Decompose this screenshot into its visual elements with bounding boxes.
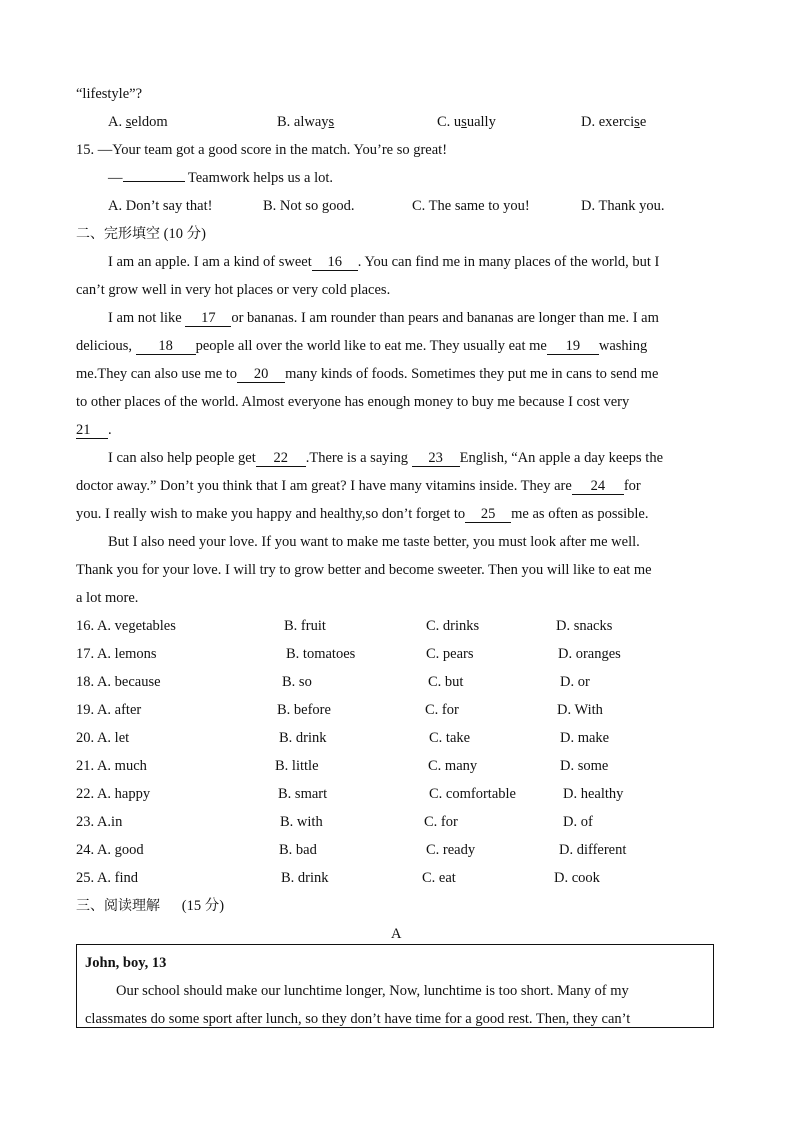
passage-line: a lot more. xyxy=(76,590,139,606)
q14-option-a: A. seldom xyxy=(108,114,168,130)
choice-b: B. so xyxy=(282,674,312,690)
reading-a-heading: John, boy, 13 xyxy=(85,955,167,971)
passage-line: I am not like 17 or bananas. I am rounder than pears and bananas are longer than me. I am xyxy=(108,310,659,326)
choice-a: 25. A. find xyxy=(76,870,139,886)
choice-c: C. comfortable xyxy=(429,786,516,802)
blank-24: 24 xyxy=(572,478,624,495)
choice-d: D. cook xyxy=(554,870,600,886)
reading-a-line: Our school should make our lunchtime longer, Now, lunchtime is too short. Many of my xyxy=(116,983,629,999)
passage-a-label: A xyxy=(391,926,402,942)
choice-d: D. or xyxy=(560,674,590,690)
blank-16: 16 xyxy=(312,254,358,271)
q15-option-c: C. The same to you! xyxy=(412,198,530,214)
blank-20: 20 xyxy=(237,366,285,383)
choice-d: D. With xyxy=(557,702,603,718)
choice-a: 24. A. good xyxy=(76,842,144,858)
blank-23: 23 xyxy=(412,450,460,467)
reading-a-line: classmates do some sport after lunch, so they don’t have time for a good rest. Then, they can’t xyxy=(85,1011,631,1027)
choice-d: D. make xyxy=(560,730,610,746)
blank-22: 22 xyxy=(256,450,306,467)
blank-18: 18 xyxy=(136,338,196,355)
choice-b: B. tomatoes xyxy=(286,646,356,662)
q14-stem-tail: “lifestyle”? xyxy=(76,86,143,102)
section-2-heading: 二、完形填空 (10 分) xyxy=(76,226,206,242)
choice-c: C. for xyxy=(424,814,458,830)
passage-line: doctor away.” Don’t you think that I am great? I have many vitamins inside. They are 24 for xyxy=(76,478,641,494)
choice-b: B. with xyxy=(280,814,323,830)
passage-line: I can also help people get 22 .There is a saying 23 English, “An apple a day keeps the xyxy=(108,450,664,466)
passage-line: can’t grow well in very hot places or very cold places. xyxy=(76,282,391,298)
choice-a: 21. A. much xyxy=(76,758,147,774)
choice-a: 17. A. lemons xyxy=(76,646,157,662)
choice-c: C. but xyxy=(428,674,464,690)
choice-b: B. bad xyxy=(279,842,317,858)
choice-d: D. some xyxy=(560,758,609,774)
blank-17: 17 xyxy=(185,310,231,327)
choice-c: C. eat xyxy=(422,870,456,886)
reading-a-box xyxy=(76,944,714,1028)
choice-d: D. snacks xyxy=(556,618,613,634)
choice-c: C. pears xyxy=(426,646,474,662)
q15-stem: 15. —Your team got a good score in the match. You’re so great! xyxy=(76,142,448,158)
choice-b: B. drink xyxy=(279,730,327,746)
passage-line: But I also need your love. If you want to make me taste better, you must look after me well. xyxy=(108,534,640,550)
blank-25: 25 xyxy=(465,506,511,523)
q15-option-a: A. Don’t say that! xyxy=(108,198,213,214)
passage-line: to other places of the world. Almost everyone has enough money to buy me because I cost very xyxy=(76,394,630,410)
passage-line: 21 . xyxy=(76,422,112,438)
section-3-heading: 三、阅读理解 (15 分) xyxy=(76,898,225,914)
choice-c: C. drinks xyxy=(426,618,480,634)
choice-a: 22. A. happy xyxy=(76,786,151,802)
choice-d: D. of xyxy=(563,814,593,830)
passage-line: Thank you for your love. I will try to grow better and become sweeter. Then you will like to eat me xyxy=(76,562,652,578)
q15-answer-line: — Teamwork helps us a lot. xyxy=(108,170,334,186)
choice-c: C. take xyxy=(429,730,471,746)
blank-21: 21 xyxy=(76,422,108,439)
choice-b: B. before xyxy=(277,702,331,718)
q15-blank xyxy=(123,181,185,182)
q14-option-d: D. exercise xyxy=(581,114,647,130)
choice-a: 16. A. vegetables xyxy=(76,618,176,634)
choice-b: B. fruit xyxy=(284,618,326,634)
choice-c: C. for xyxy=(425,702,459,718)
choice-d: D. oranges xyxy=(558,646,621,662)
choice-c: C. ready xyxy=(426,842,476,858)
choice-a: 23. A.in xyxy=(76,814,123,830)
blank-19: 19 xyxy=(547,338,599,355)
passage-line: you. I really wish to make you happy and healthy,so don’t forget to 25 me as often as possible. xyxy=(76,506,649,522)
choice-b: B. little xyxy=(275,758,319,774)
choice-d: D. different xyxy=(559,842,627,858)
passage-line: delicious, 18 people all over the world like to eat me. They usually eat me 19 washing xyxy=(76,338,648,354)
choice-b: B. drink xyxy=(281,870,329,886)
passage-line: me.They can also use me to 20 many kinds of foods. Sometimes they put me in cans to send me xyxy=(76,366,659,382)
q14-option-c: C. usually xyxy=(437,114,496,130)
choice-c: C. many xyxy=(428,758,478,774)
q15-option-b: B. Not so good. xyxy=(263,198,355,214)
q15-option-d: D. Thank you. xyxy=(581,198,665,214)
choice-b: B. smart xyxy=(278,786,328,802)
choice-a: 20. A. let xyxy=(76,730,130,746)
choice-d: D. healthy xyxy=(563,786,624,802)
choice-a: 19. A. after xyxy=(76,702,142,718)
passage-line: I am an apple. I am a kind of sweet 16 . You can find me in many places of the world, but I xyxy=(108,254,660,270)
choice-a: 18. A. because xyxy=(76,674,161,690)
q14-option-b: B. always xyxy=(277,114,335,130)
